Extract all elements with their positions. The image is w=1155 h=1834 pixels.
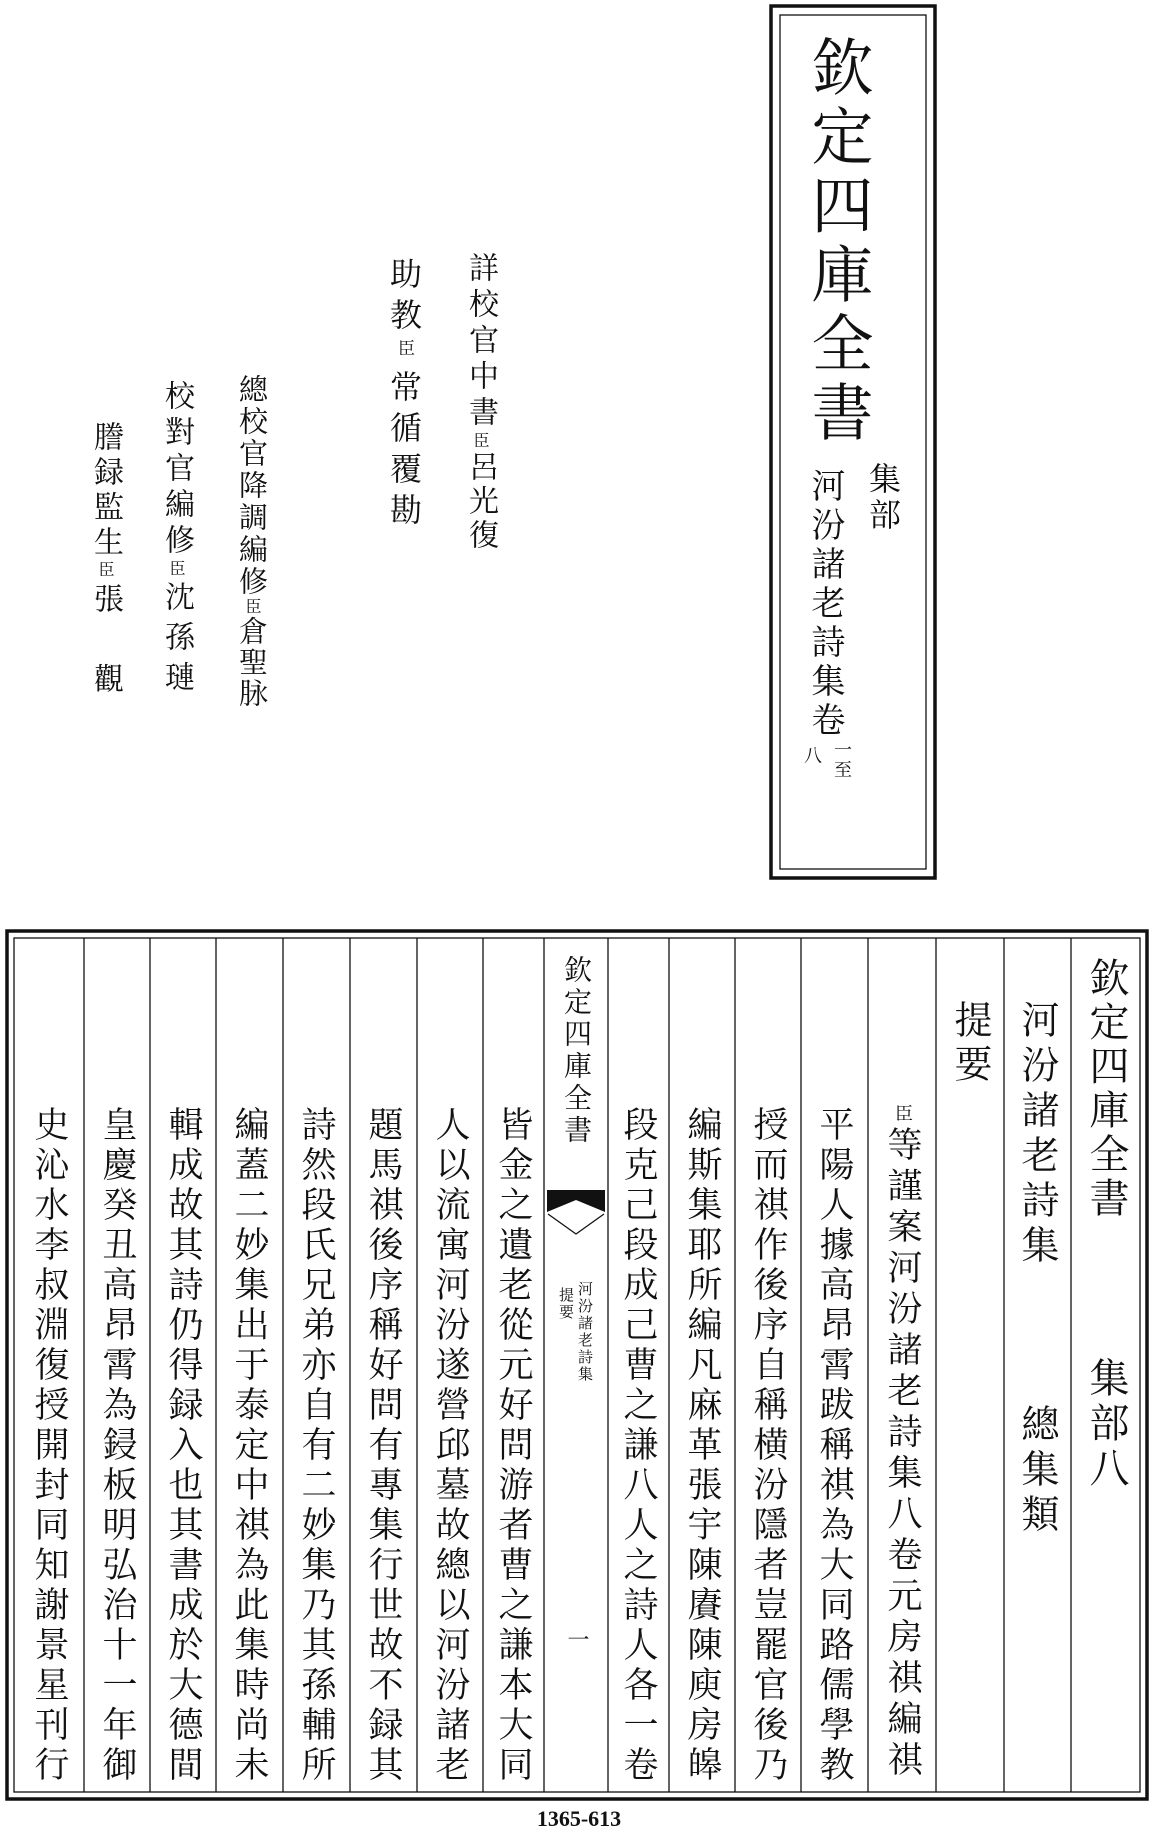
- credit-role: 總校官降調編修: [235, 374, 269, 598]
- tiyao-line-2: 平陽人據高昂霄跋稱祺為大同路儒學教: [814, 1106, 854, 1786]
- credit-name: 沈孫璉: [159, 581, 194, 701]
- chen-mark: 臣: [167, 560, 186, 581]
- credit-line-chief-proofreader: [232, 374, 272, 709]
- tiyao-line-9: 詩然段氏兄弟亦自有二妙集乃其孫輔所: [296, 1106, 336, 1786]
- chen-mark: 臣: [892, 1104, 913, 1126]
- tiyao-line-4: 編斯集耶所編凡麻革張宇陳賡陳庾房皞: [682, 1106, 722, 1786]
- cover-section: 集部: [864, 462, 902, 534]
- tiyao-line-10: 編蓋二妙集出于泰定中祺為此集時尚未: [229, 1106, 269, 1786]
- chen-mark: 臣: [243, 598, 262, 616]
- fishtail-mark: [547, 1190, 605, 1212]
- cover-volume-note-left: 八: [801, 746, 822, 766]
- fold-page-number: 一: [564, 1628, 589, 1650]
- tiyao-header-title: 欽定四庫全書: [1083, 957, 1129, 1221]
- fishtail-notch-lines: [548, 1214, 604, 1234]
- page-number: 1365-613: [536, 1806, 622, 1831]
- tiyao-line-13: 史沁水李叔淵復授開封同知謝景星刊行: [29, 1106, 69, 1786]
- tiyao-category: 總集類: [1015, 1404, 1059, 1539]
- credit-line-assistant-reviewer: [384, 257, 424, 534]
- tiyao-line-5: 段克己段成己曹之謙八人之詩人各一卷: [618, 1106, 658, 1786]
- tiyao-line-3: 授而祺作後序自稱横汾隱者豈罷官後乃: [748, 1106, 788, 1786]
- credit-role: 助教: [385, 257, 423, 339]
- tiyao-line-6: 皆金之遺老從元好問游者曹之謙本大同: [493, 1106, 533, 1786]
- credit-role: 謄録監生: [88, 421, 123, 561]
- tiyao-line-11: 輯成故其詩仍得録入也其書成於大德間: [163, 1106, 203, 1786]
- tiyao-book-title: 河汾諸老詩集: [1015, 1000, 1059, 1270]
- cover-title: 欽定四庫全書: [801, 35, 874, 449]
- fold-label: 提要: [557, 1287, 575, 1321]
- tiyao-label: 提要: [948, 1000, 992, 1088]
- chen-mark: 臣: [394, 339, 414, 370]
- tiyao-line-text: 等謹案河汾諸老詩集八卷元房祺編祺: [882, 1126, 922, 1782]
- tiyao-line-12: 皇慶癸丑高昂霄為鋟板明弘治十一年御: [97, 1106, 137, 1786]
- credit-role: 校對官編修: [159, 380, 194, 560]
- fold-book-title: 河汾諸老詩集: [576, 1281, 594, 1383]
- tiyao-line-1: [871, 1104, 933, 1782]
- cover-volume-note-right: 一至: [831, 740, 852, 780]
- credit-line-collator: [156, 380, 196, 701]
- credit-line-copyist: [85, 421, 125, 743]
- credit-name: 常循覆勘: [385, 370, 423, 534]
- cover-book-title: 河汾諸老詩集卷: [805, 468, 845, 741]
- chen-mark: 臣: [96, 561, 115, 583]
- credit-line-detailed-proofreader: [460, 252, 500, 553]
- credit-name: 倉聖脉: [235, 616, 269, 709]
- tiyao-line-7: 人以流寓河汾遂營邱墓故總以河汾諸老: [430, 1106, 470, 1786]
- credit-role: 詳校官中書: [463, 252, 498, 432]
- tiyao-line-8: 題馬祺後序稱好問有專集行世故不録其: [363, 1106, 403, 1786]
- credit-name: 張觀: [88, 583, 123, 743]
- chen-mark: 臣: [471, 432, 490, 451]
- tiyao-header-section: 集部八: [1083, 1357, 1129, 1492]
- credit-name: 呂光復: [463, 451, 498, 553]
- fold-title: 欽定四庫全書: [560, 955, 593, 1147]
